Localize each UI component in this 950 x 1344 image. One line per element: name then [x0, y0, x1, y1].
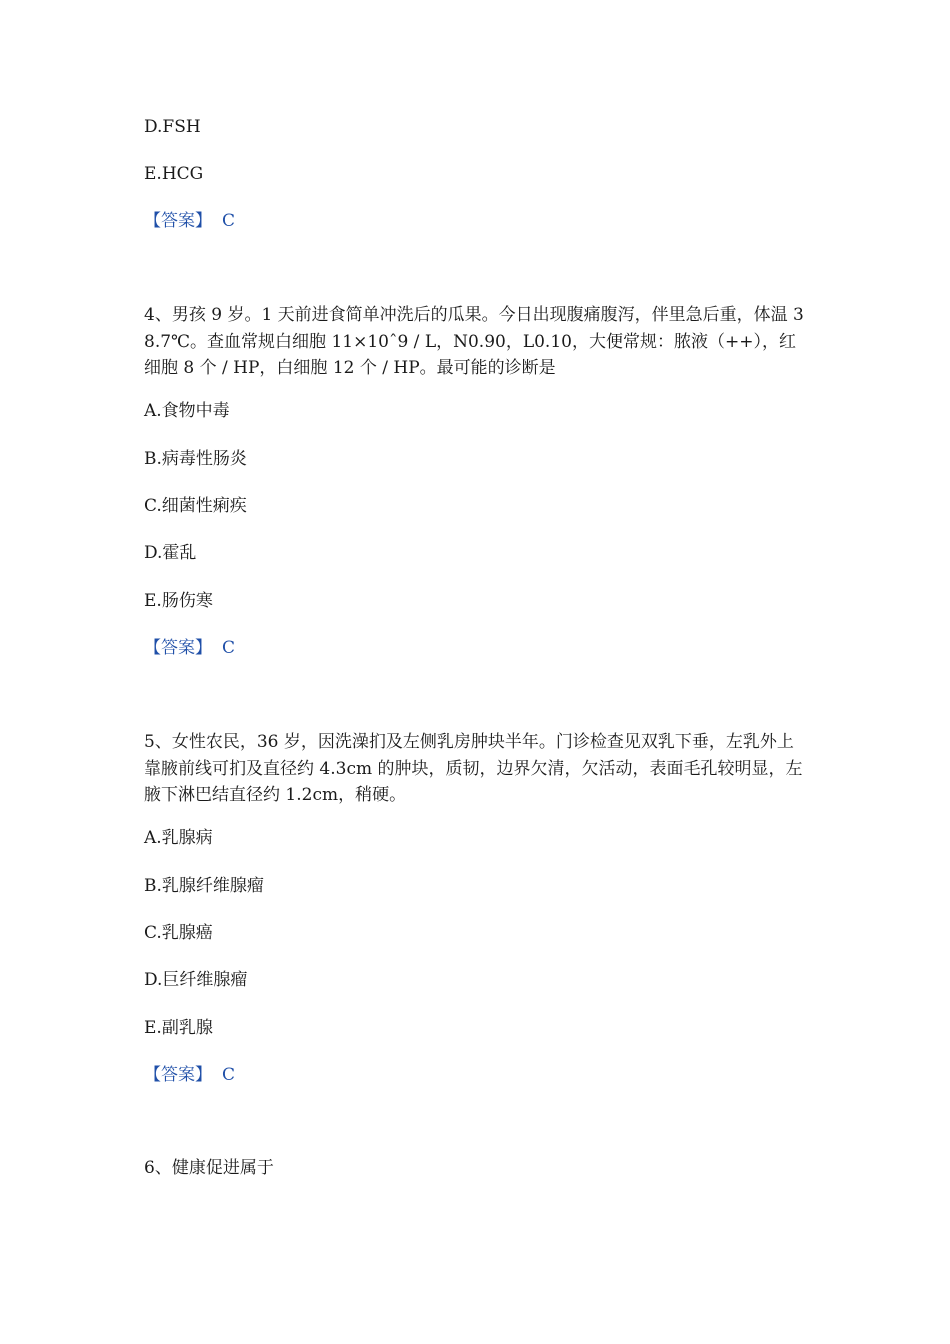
answer-value: C	[222, 211, 236, 231]
answer-label: 【答案】	[144, 638, 212, 658]
q6-stem: 6、健康促进属于	[144, 1158, 274, 1178]
q4-answer	[144, 637, 235, 659]
q4-option-a: A.食物中毒	[144, 401, 230, 421]
q5-option-c: C.乳腺癌	[144, 923, 213, 943]
q5-answer	[144, 1064, 235, 1086]
answer-value: C	[222, 1065, 236, 1085]
answer-label: 【答案】	[144, 211, 212, 231]
q5-option-e: E.副乳腺	[144, 1018, 213, 1038]
q5-option-a: A.乳腺病	[144, 828, 213, 848]
q5-stem: 5、女性农民，36 岁，因洗澡扪及左侧乳房肿块半年。门诊检查见双乳下垂，左乳外上靠腋前线可扪及直径约 4.3cm 的肿块，质韧，边界欠清，欠活动，表面毛孔较明显，左腋下淋巴结直径约 1.2cm，稍硬。	[144, 732, 803, 805]
answer-value: C	[222, 638, 236, 658]
q5-option-d: D.巨纤维腺瘤	[144, 970, 248, 990]
q3-option-e: E.HCG	[144, 164, 204, 184]
q4-option-b: B.病毒性肠炎	[144, 449, 247, 469]
answer-label: 【答案】	[144, 1065, 212, 1085]
q4-option-e: E.肠伤寒	[144, 591, 213, 611]
q3-answer	[144, 210, 235, 232]
q5-option-b: B.乳腺纤维腺瘤	[144, 876, 264, 896]
q4-stem: 4、男孩 9 岁。1 天前进食简单冲洗后的瓜果。今日出现腹痛腹泻，伴里急后重，体温 38.7℃。查血常规白细胞 11×10ˆ9 / L，N0.90，L0.10，大便常规：脓液（++），红细胞 8 个 / HP，白细胞 12 个 / HP。最可能的诊断是	[144, 305, 804, 378]
q3-option-d: D.FSH	[144, 117, 201, 137]
q4-option-d: D.霍乱	[144, 543, 197, 563]
q4-option-c: C.细菌性痢疾	[144, 496, 247, 516]
